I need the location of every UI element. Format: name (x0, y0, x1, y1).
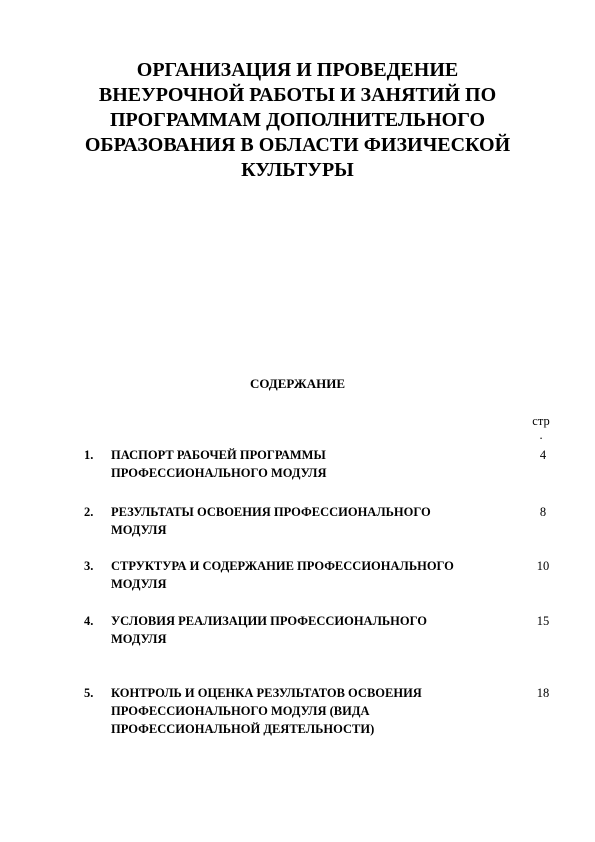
toc-item-page: 15 (536, 614, 550, 628)
toc-item-page: 10 (536, 559, 550, 573)
toc-item-text: РЕЗУЛЬТАТЫ ОСВОЕНИЯ ПРОФЕССИОНАЛЬНОГО МОДУЛЯ (111, 505, 431, 537)
page-column-label: стр . (532, 414, 550, 442)
toc-item-number: 3. (84, 559, 94, 573)
toc-item-page: 18 (536, 686, 550, 700)
toc-item-number: 4. (84, 614, 94, 628)
toc-heading: СОДЕРЖАНИЕ (249, 376, 346, 391)
toc-item-text: КОНТРОЛЬ И ОЦЕНКА РЕЗУЛЬТАТОВ ОСВОЕНИЯ ПРОФЕССИОНАЛЬНОГО МОДУЛЯ (ВИДА ПРОФЕССИОНАЛЬНОЙ ДЕЯТЕЛЬНОСТИ) (111, 686, 422, 736)
document-title: ОРГАНИЗАЦИЯ И ПРОВЕДЕНИЕ ВНЕУРОЧНОЙ РАБОТЫ И ЗАНЯТИЙ ПО ПРОГРАММАМ ДОПОЛНИТЕЛЬНОГО ОБРАЗОВАНИЯ В ОБЛАСТИ ФИЗИЧЕСКОЙ КУЛЬТУРЫ (84, 59, 511, 181)
toc-item-page: 4 (539, 448, 547, 462)
toc-item-number: 1. (84, 448, 94, 462)
toc-item-text: ПАСПОРТ РАБОЧЕЙ ПРОГРАММЫ ПРОФЕССИОНАЛЬНОГО МОДУЛЯ (111, 448, 327, 480)
toc-item-number: 5. (84, 686, 94, 700)
toc-item-number: 2. (84, 505, 94, 519)
toc-item-text: УСЛОВИЯ РЕАЛИЗАЦИИ ПРОФЕССИОНАЛЬНОГО МОДУЛЯ (111, 614, 427, 646)
toc-item-text: СТРУКТУРА И СОДЕРЖАНИЕ ПРОФЕССИОНАЛЬНОГО МОДУЛЯ (111, 559, 454, 591)
toc-item-page: 8 (539, 505, 547, 519)
